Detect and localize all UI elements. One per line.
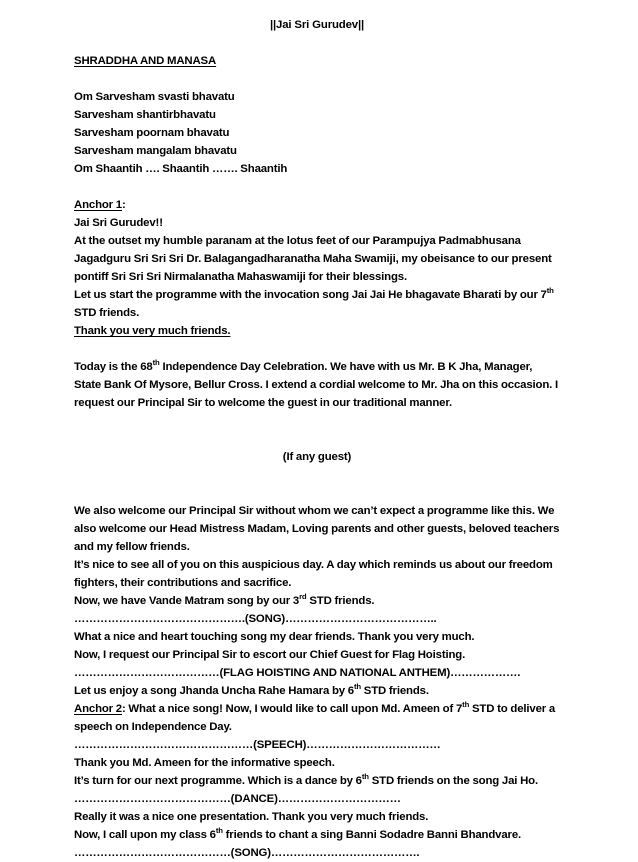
cue-flag-label: (FLAG HOISTING AND NATIONAL ANTHEM)	[219, 667, 451, 679]
dance-intro-pre: It’s turn for our next programme. Which is a dance by 6	[74, 775, 362, 787]
invocation-call-post: STD friends.	[74, 307, 140, 319]
praise-song-line: What a nice and heart touching song my dear friends. Thank you very much.	[74, 631, 475, 643]
anchor-2-post: STD to deliver a speech on Independence Day.	[74, 703, 556, 733]
cue-song-2-dots-left: ……………………………………	[74, 847, 231, 859]
anchor-1-thanks	[74, 322, 560, 340]
invocation-line-2: Sarvesham shantirbhavatu	[74, 109, 216, 121]
spacer	[74, 430, 560, 448]
anchor-2-superscript: th	[462, 700, 470, 710]
auspicious-paragraph: It’s nice to see all of you on this auspicious day. A day which reminds us about our freedom fighters, their contributions and sacrifice.	[74, 559, 553, 589]
independence-superscript: th	[152, 358, 160, 368]
cue-song-2	[74, 844, 560, 862]
dance-intro-superscript: th	[361, 772, 369, 782]
banni-intro-pre: Now, I call upon my class 6	[74, 829, 216, 841]
anchor-1-colon: :	[121, 199, 126, 211]
cue-speech-dots-right: ………………………………	[306, 739, 441, 751]
spacer	[74, 34, 560, 52]
anchor-1-greeting: Jai Sri Gurudev!!	[74, 217, 163, 229]
cue-dance-dots-right: ……………………………	[277, 793, 401, 805]
spacer	[74, 340, 560, 358]
spacer	[74, 466, 560, 484]
invocation-line-1: Om Sarvesham svasti bhavatu	[74, 91, 235, 103]
vande-matram-post: STD friends.	[306, 595, 375, 607]
cue-flag-dots-right: ……………….	[450, 667, 521, 679]
jhanda-pre: Let us enjoy a song Jhanda Uncha Rahe Hamara by 6	[74, 685, 354, 697]
anchor-1-label	[74, 196, 560, 214]
anchor-1-label-text: Anchor 1	[74, 199, 122, 211]
praise-dance-line: Really it was a nice one presentation. Thank you very much friends.	[74, 811, 429, 823]
invocation-line-3: Sarvesham poornam bhavatu	[74, 127, 230, 139]
cue-dance-dots-left: ……………………………………	[74, 793, 231, 805]
cue-song-1-dots-right: …………………………………..	[285, 613, 437, 625]
anchor-2-label-text: Anchor 2	[74, 703, 122, 715]
independence-pre: Today is the 68	[74, 361, 153, 373]
spacer	[74, 70, 560, 88]
vande-matram-pre: Now, we have Vande Matram song by our 3	[74, 595, 300, 607]
if-any-guest-note: (If any guest)	[282, 451, 352, 463]
vande-matram-intro	[74, 592, 560, 610]
invocation-call-superscript: th	[546, 286, 554, 296]
cue-dance-label: (DANCE)	[230, 793, 278, 805]
invocation-line-5: Om Shaantih …. Shaantih ……. Shaantih	[74, 163, 288, 175]
document-heading	[74, 52, 560, 70]
welcome-paragraph: We also welcome our Principal Sir without whom we can’t expect a programme like this. We also welcome our Head Mistress Madam, Loving parents and other guests, beloved teachers and my fellow friends.	[74, 505, 560, 553]
cue-flag-dots-left: …………………………………	[74, 667, 220, 679]
jhanda-song-intro	[74, 682, 560, 700]
spacer	[74, 178, 560, 196]
flag-hoisting-request: Now, I request our Principal Sir to escort our Chief Guest for Flag Hoisting.	[74, 649, 466, 661]
banni-intro-line	[74, 826, 560, 844]
jhanda-post: STD friends.	[360, 685, 429, 697]
anchor-2-paragraph	[74, 700, 560, 736]
cue-speech	[74, 736, 560, 754]
cue-song-1-label: (SONG)	[244, 613, 286, 625]
invocation-line-4: Sarvesham mangalam bhavatu	[74, 145, 237, 157]
thanks-ameen-line: Thank you Md. Ameen for the informative speech.	[74, 757, 335, 769]
cue-flag-hoisting	[74, 664, 560, 682]
spacer	[74, 484, 560, 502]
banni-intro-superscript: th	[215, 826, 223, 836]
spacer	[74, 412, 560, 430]
banni-intro-post: friends to chant a sing Banni Sodadre Banni Bhandvare.	[222, 829, 522, 841]
vande-matram-superscript: rd	[299, 592, 307, 602]
jhanda-superscript: th	[353, 682, 361, 692]
anchor-1-invocation-call	[74, 286, 560, 322]
cue-song-1-dots-left: ……………………………………….	[74, 613, 245, 625]
cue-dance	[74, 790, 560, 808]
dance-intro-post: STD friends on the song Jai Ho.	[368, 775, 538, 787]
independence-day-paragraph	[74, 358, 560, 412]
cue-speech-dots-left: …………………………………………	[74, 739, 254, 751]
dance-intro-line	[74, 772, 560, 790]
document-heading-text: SHRADDHA AND MANASA	[74, 55, 217, 67]
anchor-2-pre: : What a nice song! Now, I would like to call upon Md. Ameen of 7	[121, 703, 463, 715]
cue-speech-label: (SPEECH)	[253, 739, 307, 751]
invocation-call-pre: Let us start the programme with the invocation song Jai Jai He bhagavate Bharati by our 7	[74, 289, 547, 301]
anchor-1-paragraph: At the outset my humble paranam at the lotus feet of our Parampujya Padmabhusana Jagadguru Sri Sri Sri Dr. Balagangadharanatha Maha Swamiji, my obeisance to our present pontiff Sri Sri Sri Nirmalanatha Mahaswamiji for their blessings.	[74, 235, 552, 283]
anchor-1-thanks-text: Thank you very much friends.	[74, 325, 231, 337]
independence-post: Independence Day Celebration. We have with us Mr. B K Jha, Manager, State Bank Of Mysore, Bellur Cross. I extend a cordial welcome to Mr. Jha on this occasion. I request our Principal Sir to welcome the guest in our traditional manner.	[74, 361, 558, 409]
cue-song-1	[74, 610, 560, 628]
cue-song-2-dots-right: ………………………………….	[270, 847, 420, 859]
cue-song-2-label: (SONG)	[230, 847, 271, 859]
document-header: ||Jai Sri Gurudev||	[269, 19, 365, 31]
